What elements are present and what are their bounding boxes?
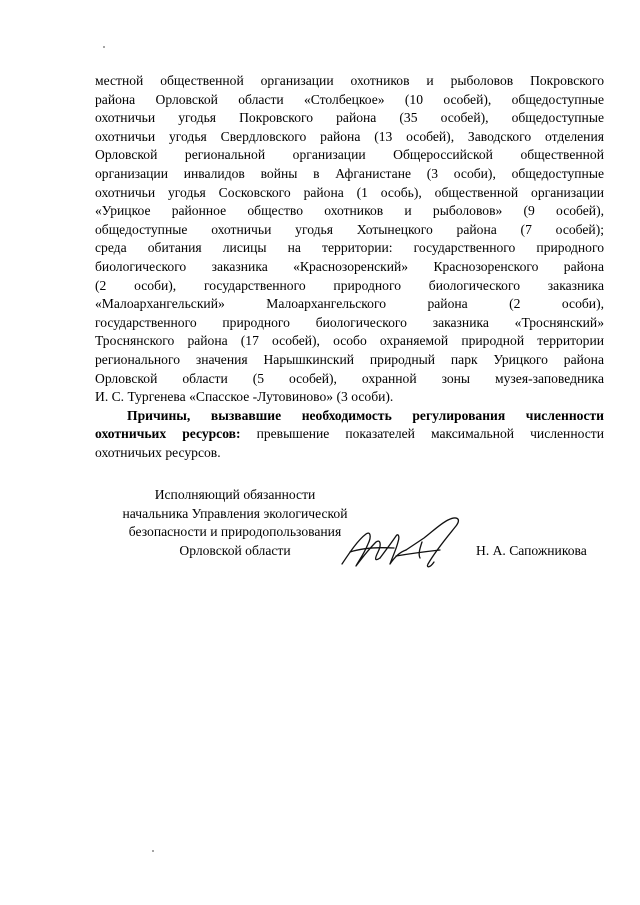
reason-line-end: охотничьих ресурсов. — [95, 444, 221, 460]
signer-name: Н. А. Сапожникова — [476, 543, 587, 558]
text-line: государственного природного биологического заказника «Троснянский» — [95, 314, 604, 330]
text-line: Орловской региональной организации Общероссийской общественной — [95, 147, 604, 163]
reason-heading: Причины, вызвавшие необходимость регулирования численности — [127, 407, 604, 423]
reason-heading-cont: охотничьих ресурсов: — [95, 426, 241, 442]
text-line: биологического заказника «Краснозоренский» Краснозоренского района — [95, 258, 604, 274]
reason-line — [95, 425, 604, 444]
scan-speck-bottom — [152, 850, 154, 852]
signatory-title-line: Исполняющий обязанности — [154, 487, 316, 502]
signatory-title-line: начальника Управления экологической — [122, 505, 348, 521]
body-text — [95, 72, 604, 462]
text-line: охотничьи угодья Покровского района (35 особей), общедоступные — [95, 110, 604, 126]
text-line: охотничьи угодья Свердловского района (13 особей), Заводского отделения — [95, 128, 604, 144]
text-line: района Орловской области «Столбецкое» (10 особей), общедоступные — [95, 91, 604, 107]
signatory-title-line: Орловской области — [179, 542, 291, 558]
text-line: охотничьи угодья Сосковского района (1 особь), общественной организации — [95, 184, 604, 200]
reason-heading-line — [95, 407, 604, 426]
text-line: местной общественной организации охотников и рыболовов Покровского — [95, 73, 604, 88]
text-line: (2 особи), государственного природного биологического заказника — [95, 277, 604, 293]
text-line: регионального значения Нарышкинский природный парк Урицкого района — [95, 351, 604, 367]
signatory-title — [105, 486, 365, 560]
handwritten-signature — [336, 512, 470, 576]
scan-speck-top — [103, 46, 105, 48]
text-line: среда обитания лисицы на территории: государственного природного — [95, 240, 604, 256]
reason-text: превышение показателей максимальной численности — [240, 426, 604, 442]
text-line: организации инвалидов войны в Афганистане (3 особи), общедоступные — [95, 165, 604, 181]
text-line: Орловской области (5 особей), охранной зоны музея-заповедника — [95, 370, 604, 386]
text-line: общедоступные охотничьи угодья Хотынецкого района (7 особей); — [95, 221, 604, 237]
text-line: «Малоархангельский» Малоархангельского района (2 особи), — [95, 296, 604, 312]
text-line: «Урицкое районное общество охотников и рыболовов» (9 особей), — [95, 203, 604, 219]
signatory-title-line: безопасности и природопользования — [128, 524, 342, 540]
text-line: И. С. Тургенева «Спасское -Лутовиново» (3 особи). — [95, 389, 394, 405]
text-line: Троснянского района (17 особей), особо охраняемой природной территории — [95, 333, 604, 349]
